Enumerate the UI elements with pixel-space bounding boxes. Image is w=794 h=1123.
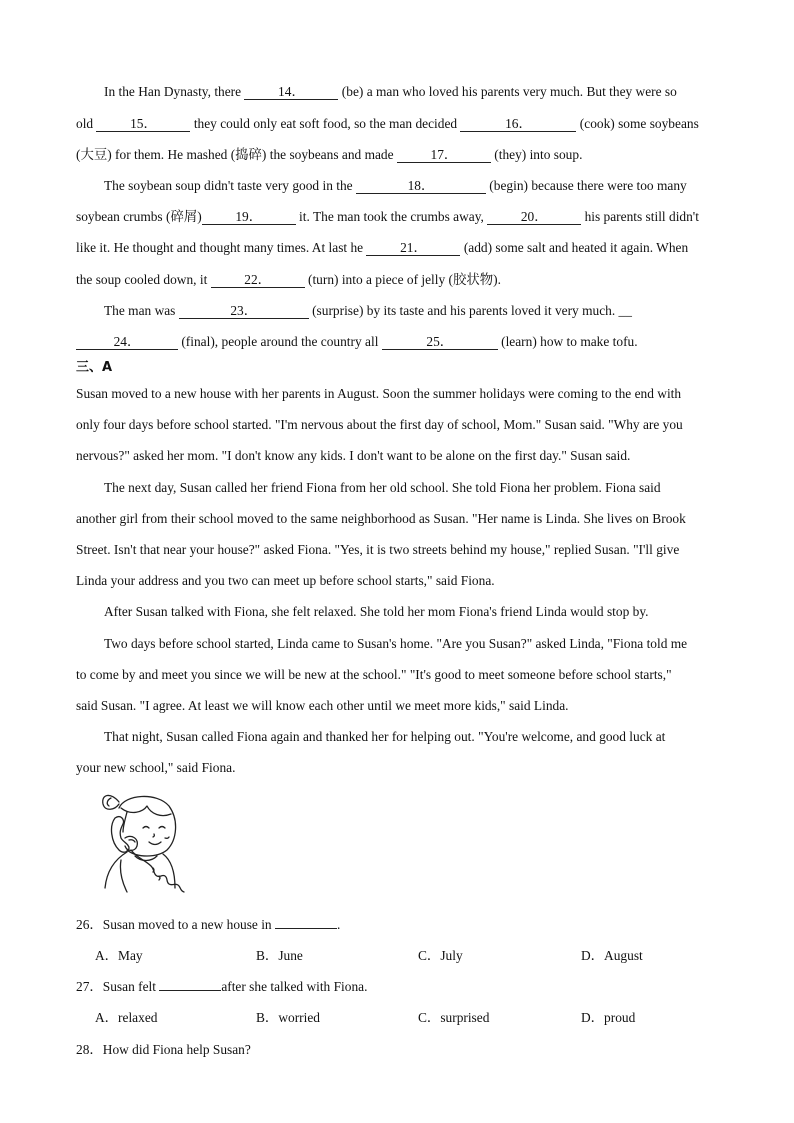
question-28: 28．How did Fiona help Susan? <box>76 1042 251 1057</box>
passage-line: your new school," said Fiona. <box>76 760 236 775</box>
question-stem: 27．Susan felt <box>76 979 160 994</box>
cloze-line <box>104 178 687 194</box>
section-heading: 三、A <box>76 360 113 375</box>
passage-line: Susan moved to a new house with her parents in August. Soon the summer holidays were coming to the end with <box>76 386 682 401</box>
passage-line: another girl from their school moved to the same neighborhood as Susan. "Her name is Linda. She lives on Brook <box>76 511 686 526</box>
text: (cook) some soybeans <box>576 116 699 131</box>
text: the soup cooled down, it <box>76 272 211 287</box>
blank-18[interactable]: 18． <box>356 179 486 194</box>
blank-19[interactable]: 19． <box>202 210 296 225</box>
question-27 <box>76 979 367 995</box>
passage-line: to come by and meet you since we will be new at the school." "It's good to meet someone before school starts," <box>76 667 672 682</box>
passage-line: said Susan. "I agree. At least we will know each other until we meet more kids," said Linda. <box>76 698 569 713</box>
girl-on-phone-icon <box>97 788 189 900</box>
option-c[interactable]: C．July <box>418 948 463 963</box>
option-a[interactable]: A．relaxed <box>95 1010 158 1025</box>
option-b[interactable]: B．worried <box>256 1010 320 1025</box>
text: soybean crumbs (碎屑) <box>76 209 202 224</box>
text: (be) a man who loved his parents very much. But they were so <box>338 84 677 99</box>
blank-17[interactable]: 17． <box>397 148 491 163</box>
text: (they) into soup. <box>490 147 583 162</box>
cloze-line <box>76 334 638 350</box>
text: it. The man took the crumbs away, <box>295 209 488 224</box>
question-stem: 26．Susan moved to a new house in <box>76 917 275 932</box>
text: (final), people around the country all <box>178 334 382 349</box>
blank-16[interactable]: 16． <box>460 117 576 132</box>
option-c[interactable]: C．surprised <box>418 1010 490 1025</box>
option-a[interactable]: A．May <box>95 948 143 963</box>
text: (surprise) by its taste and his parents loved it very much. __ <box>308 303 632 318</box>
blank-25[interactable]: 25． <box>382 335 498 350</box>
cloze-line <box>76 147 582 163</box>
text: (大豆) for them. He mashed (捣碎) the soybeans and made <box>76 147 397 162</box>
option-d[interactable]: D．August <box>581 948 643 963</box>
text: The man was <box>104 303 179 318</box>
passage-line: Street. Isn't that near your house?" asked Fiona. "Yes, it is two streets behind my house," replied Susan. "I'll give <box>76 542 680 557</box>
text: old <box>76 116 97 131</box>
passage-line: only four days before school started. "I'm nervous about the first day of school, Mom." Susan said. "Why are you <box>76 417 683 432</box>
answer-blank[interactable] <box>159 990 221 991</box>
passage-line: That night, Susan called Fiona again and thanked her for helping out. "You're welcome, and good luck at <box>104 729 666 744</box>
cloze-line <box>76 116 699 132</box>
blank-23[interactable]: 23． <box>179 304 309 319</box>
blank-14[interactable]: 14． <box>244 85 338 100</box>
option-b[interactable]: B．June <box>256 948 303 963</box>
passage-line: After Susan talked with Fiona, she felt relaxed. She told her mom Fiona's friend Linda would stop by. <box>104 604 649 619</box>
blank-24[interactable]: 24． <box>76 335 178 350</box>
cloze-line <box>76 240 688 256</box>
text: In the Han Dynasty, there <box>104 84 245 99</box>
passage-line: nervous?" asked her mom. "I don't know any kids. I don't want to be alone on the first day." Susan said. <box>76 448 631 463</box>
text: his parents still didn't <box>581 209 699 224</box>
cloze-line <box>76 209 699 225</box>
passage-line: Two days before school started, Linda came to Susan's home. "Are you Susan?" asked Linda, "Fiona told me <box>104 636 688 651</box>
answer-blank[interactable] <box>275 928 337 929</box>
question-tail: . <box>336 917 341 932</box>
blank-22[interactable]: 22． <box>211 273 305 288</box>
blank-15[interactable]: 15． <box>96 117 190 132</box>
option-d[interactable]: D．proud <box>581 1010 636 1025</box>
text: they could only eat soft food, so the man decided <box>190 116 461 131</box>
cloze-line <box>76 272 501 288</box>
cloze-line <box>104 303 632 319</box>
blank-20[interactable]: 20． <box>487 210 581 225</box>
passage-line: Linda your address and you two can meet up before school starts," said Fiona. <box>76 573 495 588</box>
text: (turn) into a piece of jelly (胶状物). <box>304 272 501 287</box>
cloze-line <box>104 84 677 100</box>
text: like it. He thought and thought many times. At last he <box>76 240 367 255</box>
text: The soybean soup didn't taste very good in the <box>104 178 356 193</box>
question-tail: after she talked with Fiona. <box>221 979 368 994</box>
text: (add) some salt and heated it again. When <box>460 240 689 255</box>
question-26 <box>76 917 340 933</box>
blank-21[interactable]: 21． <box>366 241 460 256</box>
passage-line: The next day, Susan called her friend Fiona from her old school. She told Fiona her problem. Fiona said <box>104 480 661 495</box>
text: (begin) because there were too many <box>485 178 687 193</box>
text: (learn) how to make tofu. <box>497 334 638 349</box>
